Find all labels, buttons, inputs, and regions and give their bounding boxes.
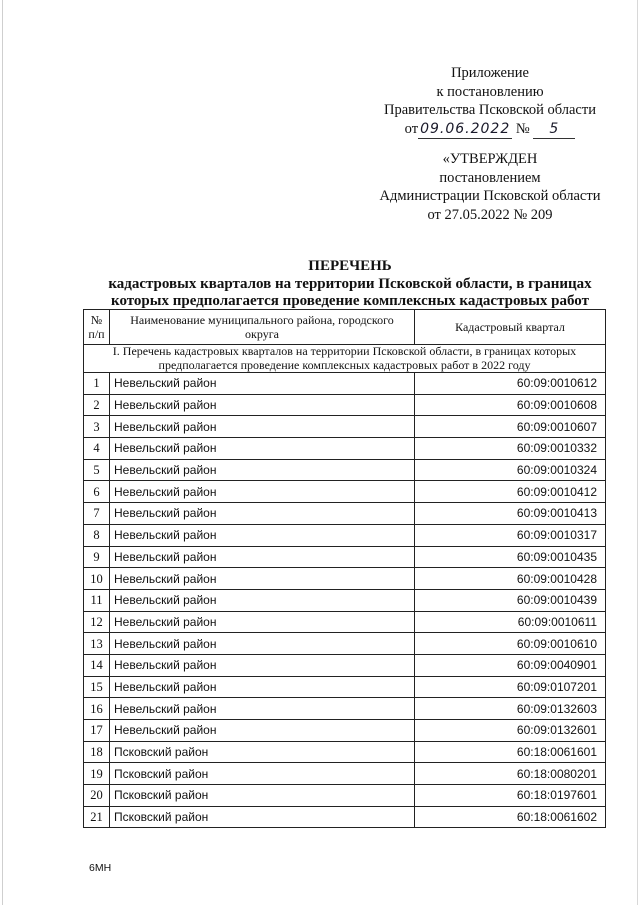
handwritten-date: 09.06.2022 bbox=[418, 120, 512, 140]
row-cadastral-quarter: 60:09:0010428 bbox=[415, 568, 606, 590]
header-municipality: Наименование муниципального района, городского округа bbox=[110, 310, 415, 345]
table-row bbox=[84, 720, 606, 742]
table-row bbox=[84, 611, 606, 633]
table-row bbox=[84, 654, 606, 676]
row-cadastral-quarter: 60:09:0132603 bbox=[415, 698, 606, 720]
row-number: 8 bbox=[84, 524, 110, 546]
header-number-line-1: № bbox=[90, 313, 103, 327]
row-municipality: Невельский район bbox=[110, 524, 415, 546]
row-cadastral-quarter: 60:09:0010413 bbox=[415, 503, 606, 525]
table-header-row bbox=[84, 310, 606, 345]
row-number: 17 bbox=[84, 720, 110, 742]
row-municipality: Псковский район bbox=[110, 806, 415, 828]
row-number: 11 bbox=[84, 589, 110, 611]
row-cadastral-quarter: 60:18:0080201 bbox=[415, 763, 606, 785]
table-row bbox=[84, 394, 606, 416]
table-row bbox=[84, 503, 606, 525]
appendix-date-number-line bbox=[340, 120, 640, 140]
row-municipality: Невельский район bbox=[110, 589, 415, 611]
approval-by-decree: постановлением bbox=[439, 169, 541, 186]
row-cadastral-quarter: 60:09:0010324 bbox=[415, 459, 606, 481]
row-number: 19 bbox=[84, 763, 110, 785]
approval-date-number: от 27.05.2022 № 209 bbox=[427, 206, 553, 223]
cadastral-quarters-table bbox=[83, 309, 606, 828]
row-number: 21 bbox=[84, 806, 110, 828]
row-number: 14 bbox=[84, 654, 110, 676]
row-number: 20 bbox=[84, 785, 110, 807]
row-cadastral-quarter: 60:09:0010607 bbox=[415, 416, 606, 438]
header-cadastral-quarter: Кадастровый квартал bbox=[415, 310, 606, 345]
approval-block bbox=[340, 150, 640, 224]
row-number: 12 bbox=[84, 611, 110, 633]
row-cadastral-quarter: 60:09:0010412 bbox=[415, 481, 606, 503]
table-row bbox=[84, 785, 606, 807]
row-cadastral-quarter: 60:09:0107201 bbox=[415, 676, 606, 698]
row-municipality: Невельский район bbox=[110, 698, 415, 720]
table-row bbox=[84, 633, 606, 655]
table-row bbox=[84, 589, 606, 611]
row-municipality: Невельский район bbox=[110, 611, 415, 633]
table-row bbox=[84, 459, 606, 481]
header-number-line-2: п/п bbox=[88, 327, 105, 341]
row-municipality: Псковский район bbox=[110, 763, 415, 785]
row-cadastral-quarter: 60:09:0040901 bbox=[415, 654, 606, 676]
row-number: 10 bbox=[84, 568, 110, 590]
approval-issuer: Администрации Псковской области bbox=[379, 188, 601, 204]
row-number: 5 bbox=[84, 459, 110, 481]
row-cadastral-quarter: 60:09:0010439 bbox=[415, 589, 606, 611]
row-cadastral-quarter: 60:09:0132601 bbox=[415, 720, 606, 742]
title-main: ПЕРЕЧЕНЬ bbox=[308, 258, 392, 274]
row-municipality: Невельский район bbox=[110, 481, 415, 503]
row-cadastral-quarter: 60:09:0010608 bbox=[415, 394, 606, 416]
table-row bbox=[84, 546, 606, 568]
header-number bbox=[84, 310, 110, 345]
table-row bbox=[84, 806, 606, 828]
table-row bbox=[84, 676, 606, 698]
footer-code: 6МН bbox=[89, 862, 112, 874]
number-prefix: № bbox=[515, 120, 530, 137]
title-subtitle-line-2: которых предполагается проведение комплексных кадастровых работ bbox=[111, 293, 589, 309]
row-cadastral-quarter: 60:09:0010612 bbox=[415, 373, 606, 395]
row-municipality: Невельский район bbox=[110, 416, 415, 438]
row-number: 7 bbox=[84, 503, 110, 525]
row-number: 6 bbox=[84, 481, 110, 503]
row-cadastral-quarter: 60:18:0061601 bbox=[415, 741, 606, 763]
row-number: 18 bbox=[84, 741, 110, 763]
row-municipality: Невельский район bbox=[110, 373, 415, 395]
appendix-title: Приложение bbox=[451, 65, 529, 81]
row-municipality: Невельский район bbox=[110, 394, 415, 416]
section-row bbox=[84, 345, 606, 373]
title-subtitle-line-1: кадастровых кварталов на территории Псковской области, в границах bbox=[108, 275, 592, 292]
scan-edge-left bbox=[2, 0, 3, 905]
row-municipality: Невельский район bbox=[110, 676, 415, 698]
row-municipality: Невельский район bbox=[110, 503, 415, 525]
row-number: 13 bbox=[84, 633, 110, 655]
row-municipality: Невельский район bbox=[110, 438, 415, 460]
row-number: 2 bbox=[84, 394, 110, 416]
date-prefix: от bbox=[404, 120, 419, 137]
row-municipality: Невельский район bbox=[110, 633, 415, 655]
table-row bbox=[84, 763, 606, 785]
table-row bbox=[84, 568, 606, 590]
section-title: I. Перечень кадастровых кварталов на территории Псковской области, в границах которых предполагается проведение комплексных кадастровых работ в 2022 году bbox=[84, 345, 606, 373]
row-municipality: Невельский район bbox=[110, 568, 415, 590]
row-municipality: Невельский район bbox=[110, 654, 415, 676]
table-row bbox=[84, 741, 606, 763]
row-number: 3 bbox=[84, 416, 110, 438]
table-row bbox=[84, 438, 606, 460]
row-cadastral-quarter: 60:09:0010611 bbox=[415, 611, 606, 633]
row-number: 15 bbox=[84, 676, 110, 698]
table-row bbox=[84, 481, 606, 503]
appendix-block bbox=[340, 64, 640, 139]
appendix-to-decree: к постановлению bbox=[436, 83, 544, 100]
row-municipality: Псковский район bbox=[110, 741, 415, 763]
document-title bbox=[60, 258, 640, 311]
row-cadastral-quarter: 60:18:0061602 bbox=[415, 806, 606, 828]
row-municipality: Псковский район bbox=[110, 785, 415, 807]
table-row bbox=[84, 524, 606, 546]
row-municipality: Невельский район bbox=[110, 546, 415, 568]
table-row bbox=[84, 373, 606, 395]
table-row bbox=[84, 416, 606, 438]
row-number: 1 bbox=[84, 373, 110, 395]
row-number: 16 bbox=[84, 698, 110, 720]
row-number: 4 bbox=[84, 438, 110, 460]
row-cadastral-quarter: 60:09:0010610 bbox=[415, 633, 606, 655]
row-cadastral-quarter: 60:09:0010317 bbox=[415, 524, 606, 546]
approval-heading: «УТВЕРЖДЕН bbox=[442, 151, 538, 167]
row-municipality: Невельский район bbox=[110, 720, 415, 742]
row-number: 9 bbox=[84, 546, 110, 568]
appendix-issuer: Правительства Псковской области bbox=[384, 102, 596, 118]
handwritten-number: 5 bbox=[533, 120, 575, 140]
row-municipality: Невельский район bbox=[110, 459, 415, 481]
row-cadastral-quarter: 60:09:0010435 bbox=[415, 546, 606, 568]
row-cadastral-quarter: 60:09:0010332 bbox=[415, 438, 606, 460]
row-cadastral-quarter: 60:18:0197601 bbox=[415, 785, 606, 807]
table-row bbox=[84, 698, 606, 720]
